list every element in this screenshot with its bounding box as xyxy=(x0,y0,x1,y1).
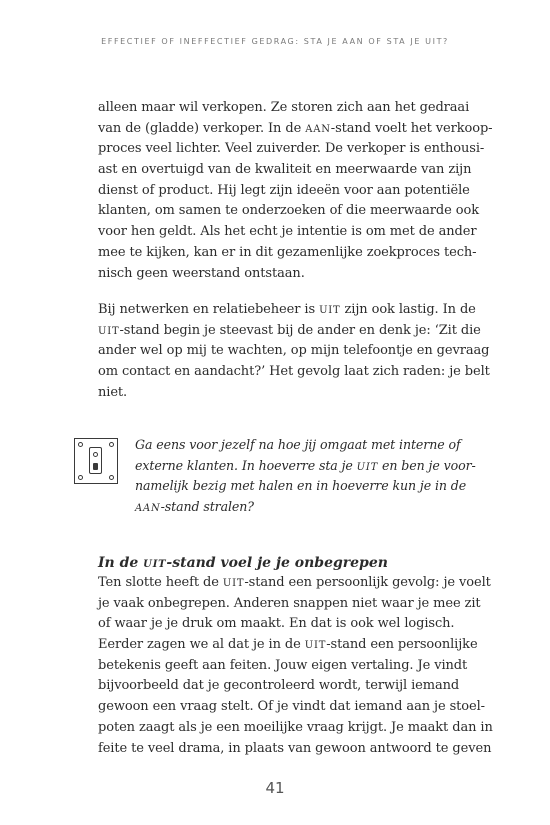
running-head: EFFECTIEF OF INEFFECTIEF GEDRAG: STA JE AAN OF STA JE UIT? xyxy=(101,37,449,46)
text-line: of waar je je druk om maakt. En dat is ook wel logisch. xyxy=(98,616,455,632)
callout-line: Ga eens voor jezelf na hoe jij omgaat met interne of xyxy=(135,437,461,452)
section-heading: In de UIT-stand voel je je onbegrepen xyxy=(98,555,388,571)
text-line: om contact en aandacht?’ Het gevolg laat zich raden: je belt xyxy=(98,364,490,380)
callout-line: namelijk bezig met halen en in hoeverre kun je in de xyxy=(135,478,467,494)
text-line: ast en overtuigd van de kwaliteit en meerwaarde van zijn xyxy=(98,162,472,178)
text-line: Bij netwerken en relatiebeheer is UIT zijn ook lastig. In de xyxy=(98,302,476,317)
text-line: dienst of product. Hij legt zijn ideeën voor aan potentiële xyxy=(98,182,470,198)
text-line: van de (gladde) verkoper. In de AAN-stand voelt het verkoop- xyxy=(98,120,493,136)
text-line: voor hen geldt. Als het echt je intentie is om met de ander xyxy=(98,224,477,240)
text-line: Ten slotte heeft de UIT-stand een persoonlijk gevolg: je voelt xyxy=(98,575,491,590)
text-line: mee te kijken, kan er in dit gezamenlijke zoekproces tech- xyxy=(98,244,477,260)
text-line: poten zaagt als je een moeilijke vraag krijgt. Je maakt dan in xyxy=(98,719,493,735)
text-line: betekenis geeft aan feiten. Jouw eigen vertaling. Je vindt xyxy=(98,657,468,673)
text-line: feite te veel drama, in plaats van gewoon antwoord te geven xyxy=(98,740,492,756)
text-line: ander wel op mij te wachten, op mijn telefoontje en gevraag xyxy=(98,343,490,359)
light-switch-icon xyxy=(74,438,118,484)
callout-exercise xyxy=(135,435,475,518)
callout-line: externe klanten. In hoeverre sta je UIT en ben je voor- xyxy=(135,457,476,473)
text-line: UIT-stand begin je steevast bij de ander en denk je: ‘Zit die xyxy=(98,322,481,338)
paragraph-1 xyxy=(98,98,493,284)
text-line: gewoon een vraag stelt. Of je vindt dat iemand aan je stoel- xyxy=(98,699,485,715)
section-heading-block xyxy=(98,553,474,574)
text-line: klanten, om samen te onderzoeken of die meerwaarde ook xyxy=(98,203,479,219)
text-line: proces veel lichter. Veel zuiverder. De verkoper is enthousi- xyxy=(98,141,485,157)
text-line: niet. xyxy=(98,384,128,400)
text-line: je vaak onbegrepen. Anderen snappen niet waar je mee zit xyxy=(98,595,481,611)
text-line: alleen maar wil verkopen. Ze storen zich aan het gedraai xyxy=(98,100,470,115)
paragraph-3 xyxy=(98,573,493,759)
callout-line: AAN-stand stralen? xyxy=(135,499,254,515)
page-number: 41 xyxy=(265,779,285,797)
text-line: bijvoorbeeld dat je gecontroleerd wordt, terwijl iemand xyxy=(98,678,460,694)
paragraph-2 xyxy=(98,300,490,403)
text-line: Eerder zagen we al dat je in de UIT-stand een persoonlijke xyxy=(98,637,478,653)
text-line: nisch geen weerstand ontstaan. xyxy=(98,265,305,281)
